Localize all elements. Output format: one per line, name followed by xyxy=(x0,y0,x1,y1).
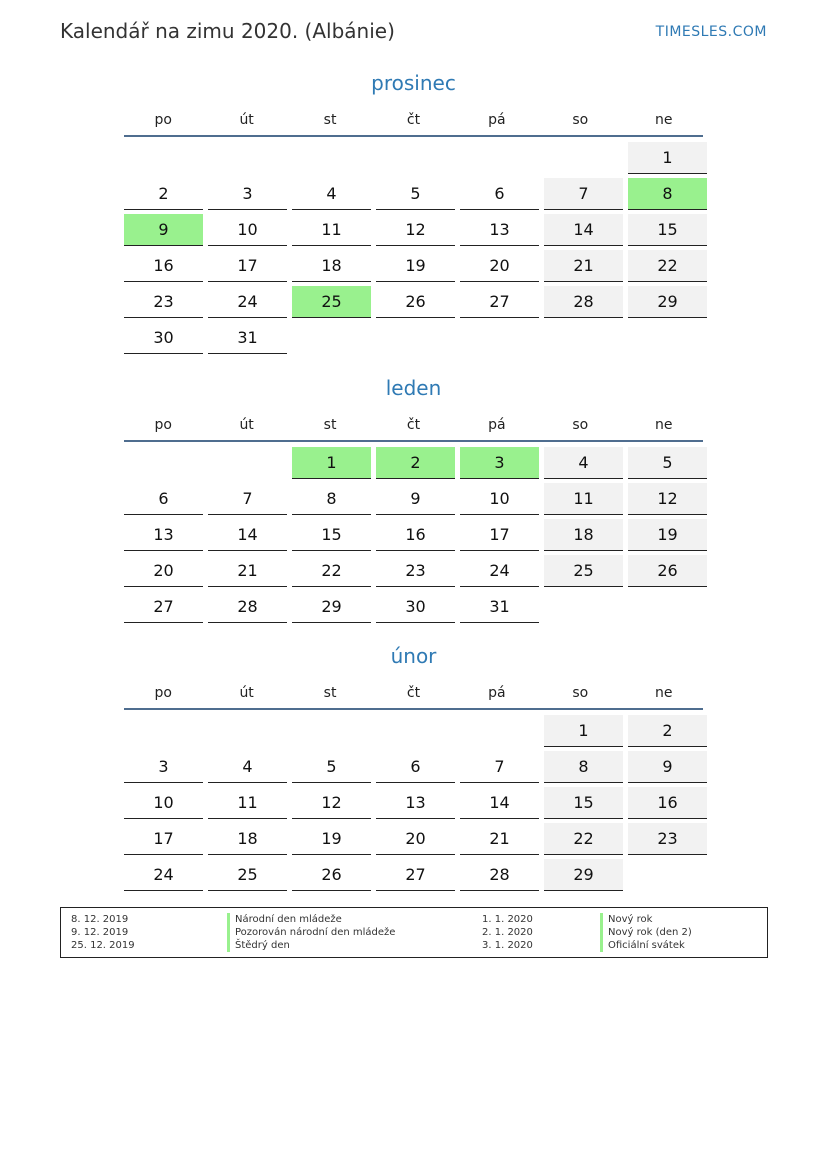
weekday-label: po xyxy=(154,417,172,433)
empty-cell xyxy=(460,715,539,746)
day-cell: 1 xyxy=(628,142,707,174)
day-cell: 26 xyxy=(292,859,371,891)
legend-dates-left xyxy=(71,913,135,952)
weekday-label: út xyxy=(239,112,254,128)
day-cell: 7 xyxy=(208,483,287,515)
day-cell: 23 xyxy=(628,823,707,855)
day-cell: 4 xyxy=(208,751,287,783)
day-cell: 22 xyxy=(628,250,707,282)
weekday-label: po xyxy=(154,685,172,701)
day-cell: 6 xyxy=(376,751,455,783)
empty-cell xyxy=(376,715,455,746)
weekday-label: so xyxy=(572,417,589,433)
holiday-day-cell: 2 xyxy=(376,447,455,479)
day-cell: 24 xyxy=(124,859,203,891)
weekday-label: so xyxy=(572,685,589,701)
day-cell: 28 xyxy=(460,859,539,891)
legend-date: 3. 1. 2020 xyxy=(482,940,533,951)
day-cell: 4 xyxy=(292,178,371,210)
day-cell: 17 xyxy=(460,519,539,551)
day-cell: 29 xyxy=(292,591,371,623)
day-cell: 7 xyxy=(544,178,623,210)
day-cell: 6 xyxy=(460,178,539,210)
day-cell: 14 xyxy=(208,519,287,551)
day-cell: 2 xyxy=(124,178,203,210)
day-cell: 31 xyxy=(460,591,539,623)
weekday-header xyxy=(124,109,703,131)
day-cell: 15 xyxy=(628,214,707,246)
day-cell: 12 xyxy=(628,483,707,515)
month-name: prosinec xyxy=(371,71,456,95)
day-cell: 3 xyxy=(124,751,203,783)
legend-dates-right xyxy=(482,913,533,952)
holiday-day-cell: 8 xyxy=(628,178,707,210)
day-cell: 22 xyxy=(292,555,371,587)
day-cell: 5 xyxy=(376,178,455,210)
header-divider xyxy=(124,440,703,442)
day-cell: 19 xyxy=(376,250,455,282)
day-cell: 6 xyxy=(124,483,203,515)
day-grid xyxy=(124,715,703,895)
legend-date: 25. 12. 2019 xyxy=(71,940,135,951)
month-name: leden xyxy=(385,376,442,400)
day-cell: 18 xyxy=(544,519,623,551)
weekday-label: čt xyxy=(406,417,421,433)
month-february xyxy=(124,641,703,895)
day-cell: 20 xyxy=(376,823,455,855)
day-cell: 17 xyxy=(208,250,287,282)
weekday-label: pá xyxy=(488,112,506,128)
holiday-day-cell: 1 xyxy=(292,447,371,479)
day-cell: 7 xyxy=(460,751,539,783)
day-cell: 21 xyxy=(544,250,623,282)
day-cell: 16 xyxy=(124,250,203,282)
empty-cell xyxy=(292,715,371,746)
empty-cell xyxy=(376,142,455,173)
day-cell: 5 xyxy=(628,447,707,479)
day-cell: 19 xyxy=(292,823,371,855)
empty-cell xyxy=(124,142,203,173)
legend-date: 1. 1. 2020 xyxy=(482,914,533,925)
day-cell: 31 xyxy=(208,322,287,354)
day-cell: 13 xyxy=(376,787,455,819)
day-cell: 15 xyxy=(292,519,371,551)
empty-cell xyxy=(292,142,371,173)
month-name: únor xyxy=(390,644,437,668)
weekday-header xyxy=(124,682,703,704)
day-cell: 16 xyxy=(628,787,707,819)
weekday-label: čt xyxy=(406,685,421,701)
day-cell: 23 xyxy=(376,555,455,587)
day-cell: 24 xyxy=(460,555,539,587)
empty-cell xyxy=(544,142,623,173)
day-cell: 12 xyxy=(376,214,455,246)
legend-date: 9. 12. 2019 xyxy=(71,927,129,938)
legend-holiday-name: Štědrý den xyxy=(227,939,395,952)
legend-names-right xyxy=(600,913,692,952)
day-cell: 29 xyxy=(628,286,707,318)
day-cell: 23 xyxy=(124,286,203,318)
day-cell: 8 xyxy=(544,751,623,783)
weekday-header xyxy=(124,414,703,436)
day-cell: 27 xyxy=(124,591,203,623)
day-cell: 28 xyxy=(544,286,623,318)
weekday-label: út xyxy=(239,685,254,701)
weekday-label: ne xyxy=(654,112,673,128)
day-cell: 15 xyxy=(544,787,623,819)
empty-cell xyxy=(208,715,287,746)
weekday-label: st xyxy=(323,685,337,701)
legend-names-left xyxy=(227,913,395,952)
day-grid xyxy=(124,142,703,358)
weekday-label: út xyxy=(239,417,254,433)
day-cell: 11 xyxy=(292,214,371,246)
day-cell: 22 xyxy=(544,823,623,855)
day-grid xyxy=(124,447,703,627)
weekday-label: pá xyxy=(488,685,506,701)
day-cell: 25 xyxy=(208,859,287,891)
day-cell: 27 xyxy=(376,859,455,891)
weekday-label: so xyxy=(572,112,589,128)
day-cell: 21 xyxy=(460,823,539,855)
brand-link[interactable]: TIMESLES.COM xyxy=(655,24,767,40)
day-cell: 3 xyxy=(208,178,287,210)
holiday-legend xyxy=(60,907,768,958)
day-cell: 13 xyxy=(460,214,539,246)
day-cell: 19 xyxy=(628,519,707,551)
holiday-day-cell: 3 xyxy=(460,447,539,479)
holiday-day-cell: 9 xyxy=(124,214,203,246)
weekday-label: ne xyxy=(654,417,673,433)
day-cell: 5 xyxy=(292,751,371,783)
legend-holiday-name: Pozorován národní den mládeže xyxy=(227,926,395,939)
header-divider xyxy=(124,708,703,710)
weekday-label: čt xyxy=(406,112,421,128)
weekday-label: pá xyxy=(488,417,506,433)
day-cell: 18 xyxy=(292,250,371,282)
day-cell: 27 xyxy=(460,286,539,318)
month-january xyxy=(124,373,703,627)
day-cell: 10 xyxy=(208,214,287,246)
day-cell: 9 xyxy=(628,751,707,783)
day-cell: 12 xyxy=(292,787,371,819)
day-cell: 14 xyxy=(460,787,539,819)
empty-cell xyxy=(208,142,287,173)
day-cell: 10 xyxy=(124,787,203,819)
day-cell: 11 xyxy=(544,483,623,515)
day-cell: 25 xyxy=(544,555,623,587)
legend-holiday-name: Nový rok (den 2) xyxy=(600,926,692,939)
day-cell: 1 xyxy=(544,715,623,747)
day-cell: 26 xyxy=(376,286,455,318)
page-title: Kalendář na zimu 2020. (Albánie) xyxy=(60,19,395,43)
empty-cell xyxy=(460,142,539,173)
day-cell: 29 xyxy=(544,859,623,891)
day-cell: 10 xyxy=(460,483,539,515)
empty-cell xyxy=(124,715,203,746)
header-divider xyxy=(124,135,703,137)
empty-cell xyxy=(208,447,287,478)
holiday-day-cell: 25 xyxy=(292,286,371,318)
weekday-label: ne xyxy=(654,685,673,701)
day-cell: 28 xyxy=(208,591,287,623)
day-cell: 9 xyxy=(376,483,455,515)
day-cell: 20 xyxy=(460,250,539,282)
day-cell: 2 xyxy=(628,715,707,747)
weekday-label: po xyxy=(154,112,172,128)
legend-date: 2. 1. 2020 xyxy=(482,927,533,938)
day-cell: 14 xyxy=(544,214,623,246)
weekday-label: st xyxy=(323,417,337,433)
empty-cell xyxy=(124,447,203,478)
day-cell: 30 xyxy=(124,322,203,354)
legend-holiday-name: Oficiální svátek xyxy=(600,939,692,952)
day-cell: 24 xyxy=(208,286,287,318)
day-cell: 18 xyxy=(208,823,287,855)
day-cell: 21 xyxy=(208,555,287,587)
day-cell: 16 xyxy=(376,519,455,551)
day-cell: 17 xyxy=(124,823,203,855)
weekday-label: st xyxy=(323,112,337,128)
day-cell: 4 xyxy=(544,447,623,479)
month-december xyxy=(124,68,703,358)
day-cell: 30 xyxy=(376,591,455,623)
day-cell: 8 xyxy=(292,483,371,515)
day-cell: 20 xyxy=(124,555,203,587)
legend-holiday-name: Národní den mládeže xyxy=(227,913,395,926)
day-cell: 26 xyxy=(628,555,707,587)
day-cell: 11 xyxy=(208,787,287,819)
legend-holiday-name: Nový rok xyxy=(600,913,692,926)
day-cell: 13 xyxy=(124,519,203,551)
legend-date: 8. 12. 2019 xyxy=(71,914,129,925)
